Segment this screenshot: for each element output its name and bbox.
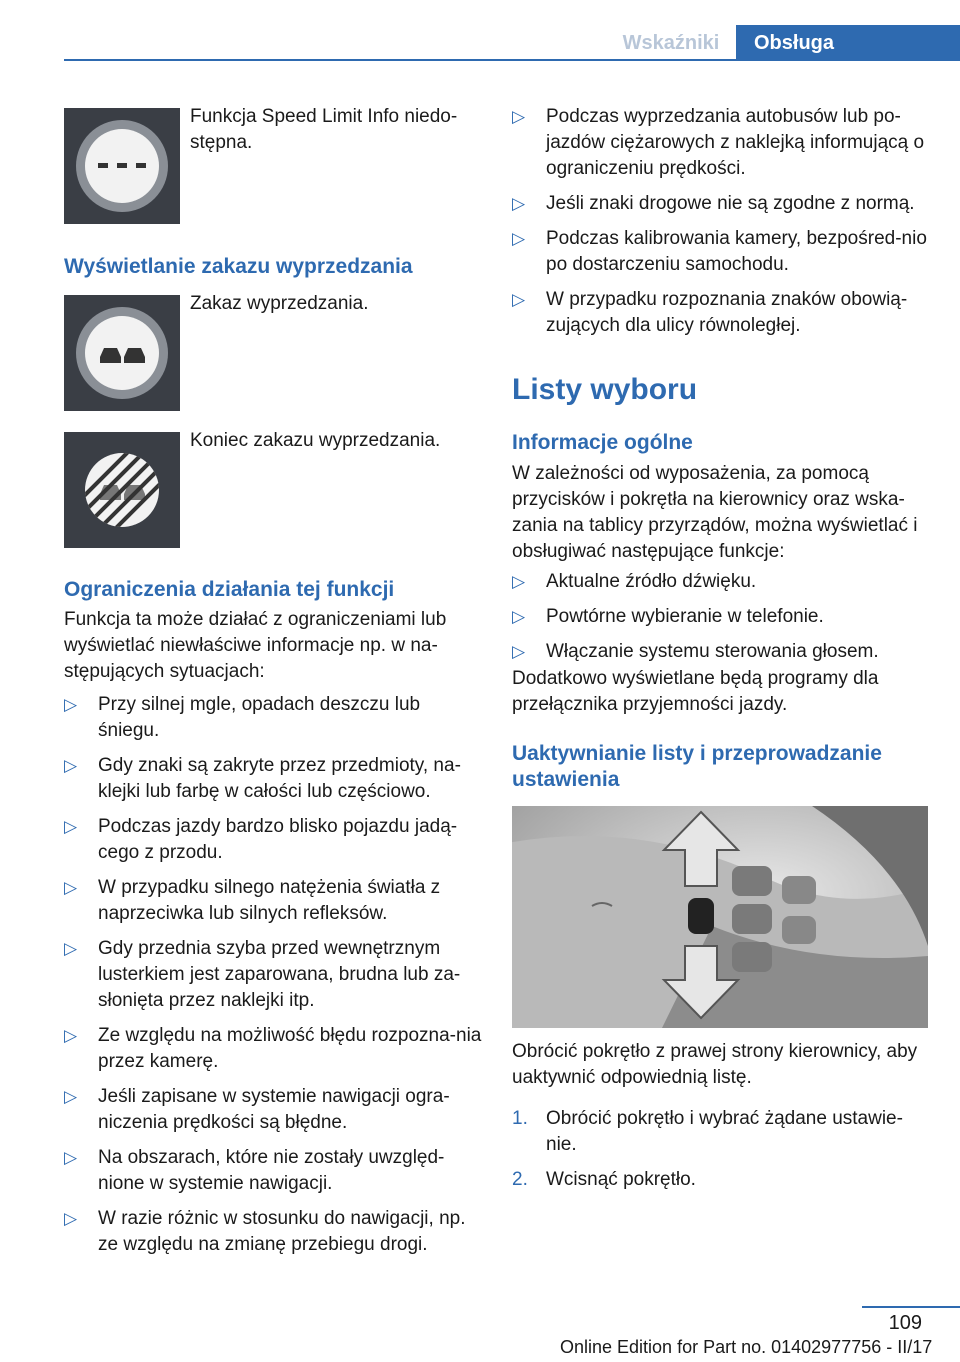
section-title-limitations: Ograniczenia działania tej funkcji xyxy=(64,578,395,601)
limitations-intro: Funkcja ta może działać z ograniczeniami lub wyświetlać niewłaściwe informacje np. w na‐stępujących sytuacjach: xyxy=(64,609,447,682)
page-number: 109 xyxy=(888,1312,922,1334)
edition-footer: Online Edition for Part no. 01402977756 - II/17 xyxy=(560,1337,933,1357)
bullet-triangle-icon: ▷ xyxy=(512,229,526,248)
bullet-triangle-icon: ▷ xyxy=(64,817,78,836)
photo-caption: Obrócić pokrętło z prawej strony kierownicy, aby uaktywnić odpowiednią listę. xyxy=(512,1041,918,1088)
step-item: 1. Obrócić pokrętło i wybrać żądane ustawie‐nie. xyxy=(512,1108,903,1155)
bullet-triangle-icon: ▷ xyxy=(512,642,526,661)
no-overtaking-icon xyxy=(64,295,180,411)
list-item: ▷ Na obszarach, które nie zostały uwzględ‐nione w systemie nawigacji. xyxy=(64,1147,445,1194)
list-item: ▷ Podczas wyprzedzania autobusów lub po‐jazdów ciężarowych z naklejką informującą o ograniczeniu prędkości. xyxy=(512,106,925,179)
icon3-caption: Koniec zakazu wyprzedzania. xyxy=(190,430,441,451)
list-item: ▷ Ze względu na możliwość błędu rozpozna‐nia przez kamerę. xyxy=(64,1025,482,1072)
list-item: ▷ Gdy znaki są zakryte przez przedmioty, na‐klejki lub farbę w całości lub częściowo. xyxy=(64,755,461,802)
list-item: ▷ W razie różnic w stosunku do nawigacji, np. ze względu na zmianę przebiegu drogi. xyxy=(64,1208,466,1255)
list-item: ▷ Gdy przednia szyba przed wewnętrznym lusterkiem jest zaparowana, brudna lub za‐słonięta przez naklejki itp. xyxy=(64,938,461,1011)
bullet-triangle-icon: ▷ xyxy=(512,107,526,126)
bullet-triangle-icon: ▷ xyxy=(64,939,78,958)
subtitle-activate-list: Uaktywnianie listy i przeprowadzanie ustawienia xyxy=(512,742,882,791)
list-item: ▷ Podczas jazdy bardzo blisko pojazdu jadą‐cego z przodu. xyxy=(64,816,458,863)
bullet-triangle-icon: ▷ xyxy=(64,1026,78,1045)
tab-wskazniki[interactable]: Wskaźniki xyxy=(622,32,720,54)
subtitle-general-info: Informacje ogólne xyxy=(512,431,693,454)
end-no-overtaking-icon xyxy=(64,432,180,548)
bullet-triangle-icon: ▷ xyxy=(64,1148,78,1167)
bullet-triangle-icon: ▷ xyxy=(512,607,526,626)
list-item: ▷ Przy silnej mgle, opadach deszczu lub śniegu. xyxy=(64,694,421,741)
list-item: ▷ Podczas kalibrowania kamery, bezpośred‐nio po dostarczeniu samochodu. xyxy=(512,228,927,275)
bullet-triangle-icon: ▷ xyxy=(512,290,526,309)
step-item: 2. Wcisnąć pokrętło. xyxy=(512,1167,932,1193)
list-item: ▷ Powtórne wybieranie w telefonie. xyxy=(512,604,932,630)
header-rule xyxy=(64,59,960,61)
icon1-caption: Funkcja Speed Limit Info niedo‐stępna. xyxy=(190,106,458,153)
list-item: ▷ Włączanie systemu sterowania głosem. xyxy=(512,639,932,665)
speed-limit-unavailable-icon xyxy=(64,108,180,224)
list-item: ▷ W przypadku rozpoznania znaków obowią‐zujących dla ulicy równoległej. xyxy=(512,289,908,336)
list-item: ▷ W przypadku silnego natężenia światła z naprzeciwka lub silnych refleksów. xyxy=(64,877,441,924)
list-item: ▷ Jeśli zapisane w systemie nawigacji ogra‐niczenia prędkości są błędne. xyxy=(64,1086,450,1133)
bullet-triangle-icon: ▷ xyxy=(64,756,78,775)
list-item: ▷ Jeśli znaki drogowe nie są zgodne z normą. xyxy=(512,191,932,217)
bullet-triangle-icon: ▷ xyxy=(64,878,78,897)
tab-obsluga[interactable]: Obsługa xyxy=(736,25,960,61)
step-number: 2. xyxy=(512,1169,528,1190)
icon2-caption: Zakaz wyprzedzania. xyxy=(190,293,369,314)
list-item: ▷ Aktualne źródło dźwięku. xyxy=(512,569,932,595)
section-title-no-overtaking: Wyświetlanie zakazu wyprzedzania xyxy=(64,255,413,278)
step-number: 1. xyxy=(512,1108,528,1129)
bullet-triangle-icon: ▷ xyxy=(512,194,526,213)
general-info-text: W zależności od wyposażenia, za pomocą przycisków i pokrętła na kierownicy oraz wska‐zania na tablicy przyrządów, można wyświetlać i obsługiwać następujące funkcje: xyxy=(512,463,918,562)
bullet-triangle-icon: ▷ xyxy=(64,1087,78,1106)
bullet-triangle-icon: ▷ xyxy=(64,695,78,714)
additional-info-text: Dodatkowo wyświetlane będą programy dla przełącznika przyjemności jazdy. xyxy=(512,668,879,715)
steps-list xyxy=(512,1106,932,1202)
bullet-triangle-icon: ▷ xyxy=(512,572,526,591)
bullet-triangle-icon: ▷ xyxy=(64,1209,78,1228)
footer-rule xyxy=(862,1306,960,1308)
steering-wheel-photo xyxy=(512,806,928,1028)
limitations-list-cont xyxy=(512,104,932,348)
functions-list xyxy=(512,569,932,674)
main-title-selection-lists: Listy wyboru xyxy=(512,373,698,406)
limitations-list xyxy=(64,692,484,1267)
